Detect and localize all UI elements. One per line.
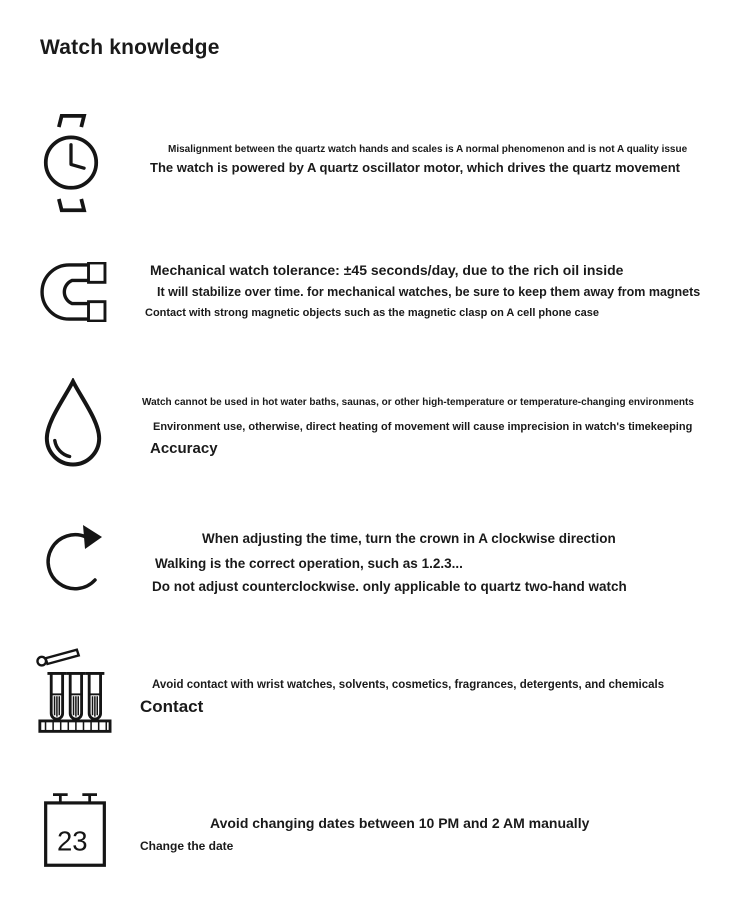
text-line: Avoid contact with wrist watches, solvents, cosmetics, fragrances, detergents, and chemicals (152, 679, 665, 691)
section-text (140, 262, 740, 320)
section-text (140, 679, 740, 717)
text-line: It will stabilize over time. for mechanical watches, be sure to keep them away from magnets (157, 285, 701, 300)
section-text (140, 144, 740, 175)
magnet-icon (40, 262, 108, 322)
text-line: Avoid changing dates between 10 PM and 2 AM manually (210, 815, 590, 831)
page-title: Watch knowledge (40, 36, 220, 59)
section-text (140, 815, 740, 854)
text-line: Contact with strong magnetic objects such as the magnetic clasp on A cell phone case (145, 307, 599, 320)
text-line: Do not adjust counterclockwise. only applicable to quartz two-hand watch (152, 579, 627, 595)
text-line: Misalignment between the quartz watch hands and scales is A normal phenomenon and is not A quality issue (168, 144, 688, 155)
text-line: Mechanical watch tolerance: ±45 seconds/day, due to the rich oil inside (150, 262, 624, 278)
water-drop-icon (40, 378, 106, 469)
text-line: The watch is powered by A quartz oscillator motor, which drives the quartz movement (150, 159, 680, 175)
text-line: When adjusting the time, turn the crown in A clockwise direction (202, 531, 616, 546)
section-heading: Accuracy (150, 440, 218, 458)
section-text (140, 531, 740, 595)
clockwise-rotation-icon (40, 522, 110, 594)
text-line: Watch cannot be used in hot water baths, saunas, or other high-temperature or temperature-changing environments (142, 397, 694, 408)
test-tubes-icon (34, 645, 114, 738)
section-text (140, 397, 740, 457)
text-line: Walking is the correct operation, such as 1.2.3... (155, 555, 463, 571)
section-heading: Contact (140, 697, 204, 717)
calendar-icon (42, 790, 108, 869)
calendar-day-number: 23 (56, 825, 88, 857)
text-line: Change the date (140, 839, 234, 854)
text-line: Environment use, otherwise, direct heating of movement will cause imprecision in watch's timekeeping (153, 420, 693, 433)
wrist-watch-icon (42, 114, 100, 213)
